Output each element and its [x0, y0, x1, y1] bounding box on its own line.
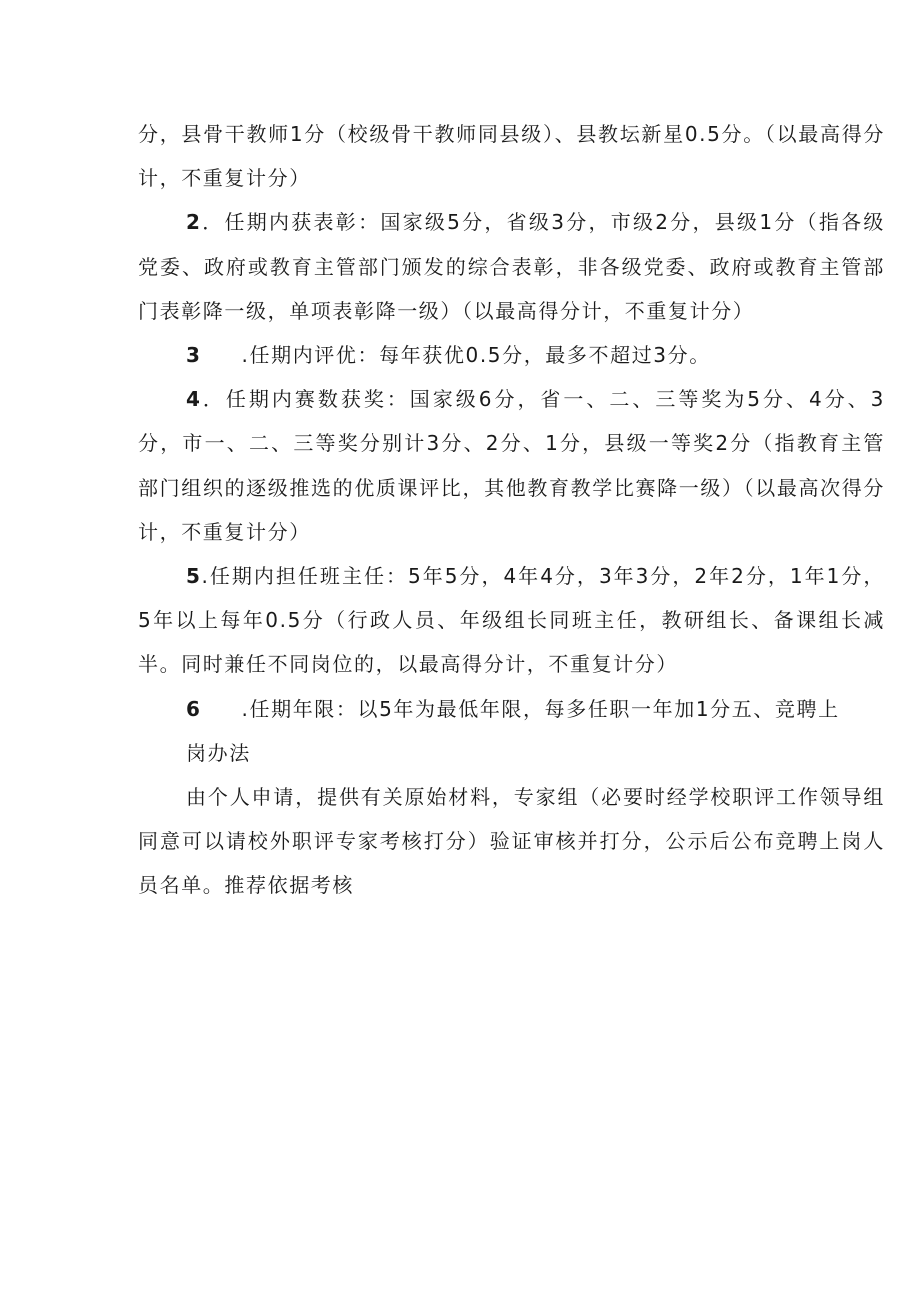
- item-text: .任期内评优：每年获优0.5分，最多不超过3分。: [241, 343, 711, 368]
- item-competition: [138, 377, 885, 554]
- item-number: 3: [186, 343, 202, 368]
- item-number: 6: [186, 696, 202, 721]
- item-text: ．任期内赛数获奖：国家级6分，省一、二、三等奖为5分、4分、3分，市一、二、三等奖分别计3分、2分、1分，县级一等奖2分（指教育主管部门组织的逐级推选的优质课评比，其他教育教学比赛降一级）（以最高次得分计，不重复计分）: [138, 387, 885, 544]
- item-text: ．任期内获表彰：国家级5分，省级3分，市级2分，县级1分（指各级党委、政府或教育主管部门颁发的综合表彰，非各级党委、政府或教育主管部门表彰降一级，单项表彰降一级）（以最高得分计，不重复计分）: [138, 210, 885, 323]
- item-number: 2: [186, 210, 202, 235]
- section-heading-tail: 岗办法: [186, 740, 251, 765]
- item-text: .任期年限：以5年为最低年限，每多任职一年加1分五、竞聘上: [241, 696, 840, 721]
- item-class-teacher: [138, 554, 885, 687]
- item-number: 5: [186, 564, 202, 589]
- item-text: .任期内担任班主任：5年5分，4年4分，3年3分，2年2分，1年1分，5年以上每年0.5分（行政人员、年级组长同班主任，教研组长、备课组长减半。同时兼任不同岗位的，以最高得分计，不重复计分）: [138, 564, 885, 677]
- final-paragraph: 由个人申请，提供有关原始材料，专家组（必要时经学校职评工作领导组同意可以请校外职评专家考核打分）验证审核并打分，公示后公布竞聘上岗人员名单。推荐依据考核: [138, 785, 885, 898]
- item-tenure: [138, 687, 885, 731]
- item-evaluation: [138, 333, 885, 377]
- continuation-paragraph: 分，县骨干教师1分（校级骨干教师同县级）、县教坛新星0.5分。（以最高得分计，不重复计分）: [138, 122, 885, 191]
- item-number: 4: [186, 387, 202, 412]
- document-body: [138, 112, 885, 908]
- item-commendation: [138, 200, 885, 333]
